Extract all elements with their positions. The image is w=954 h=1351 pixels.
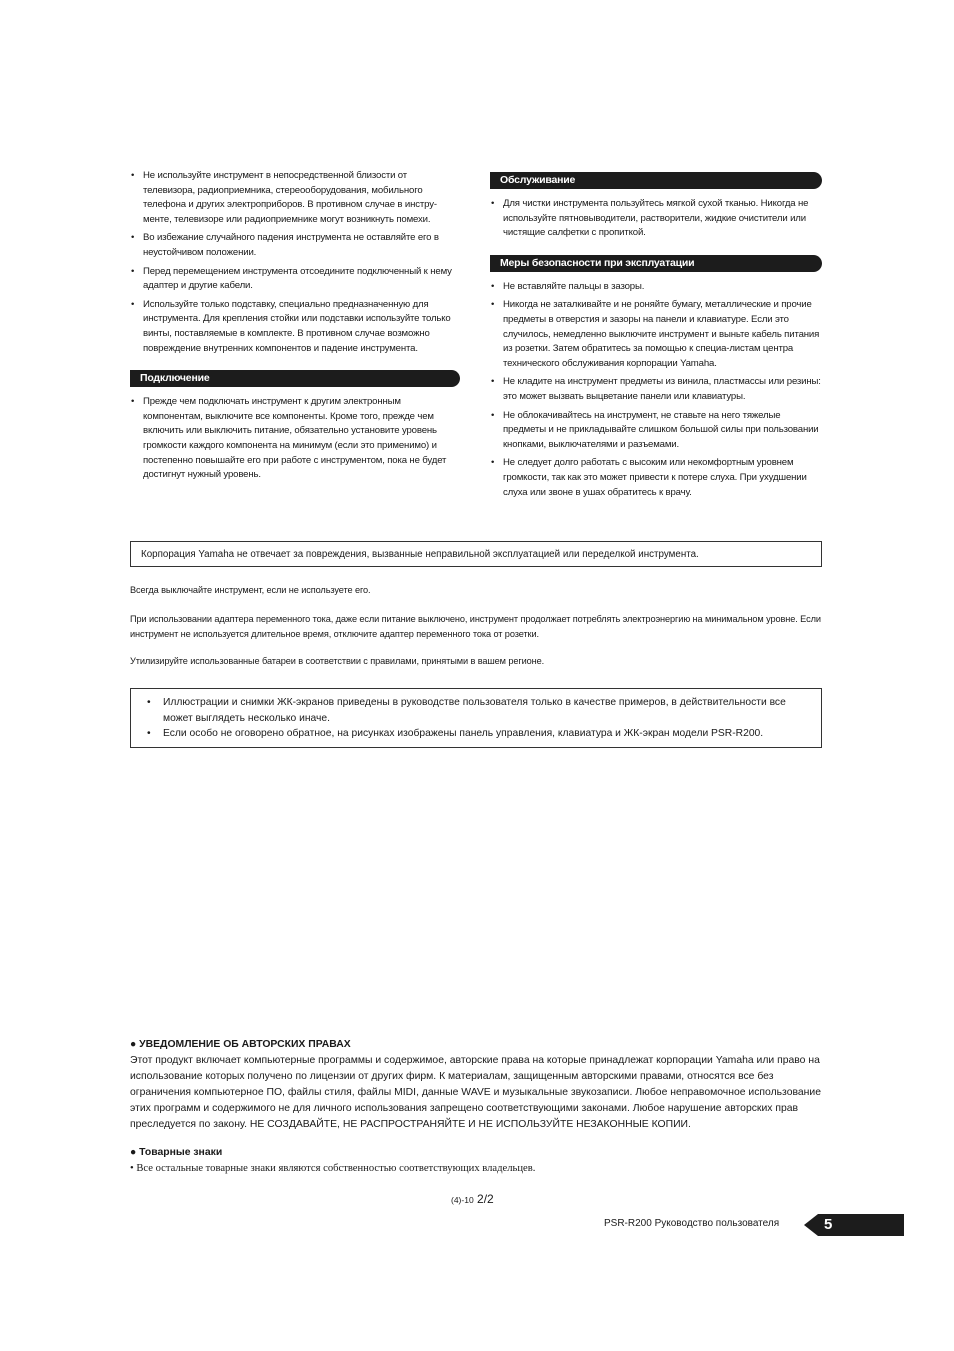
list-item: • Во избежание случайного падения инструмента не оставляйте его в неустойчивом положении. [130,231,460,260]
section-heading-connection: Подключение [130,370,460,387]
note-adapter: При использовании адаптера переменного тока, даже если питание выключено, инструмент продолжает потреблять электроэнергию на минимальном уровне. Если инструмент не используется длительное время, отключите адаптер переменного тока от розетки. [130,614,821,639]
list-item: • Для чистки инструмента пользуйтесь мягкой сухой тканью. Никогда не используйте пятновыводители, растворители, жидкие очистители или чистящие салфетки с пропиткой. [490,197,822,241]
list-item: • Никогда не заталкивайте и не роняйте бумагу, металлические и прочие предметы в отверстия и зазоры на панели и клавиатуре. Если это случилось, немедленно выключите инструмент и выньте кабель питания из розетки. Затем обратитесь за помощью к специа-листам центра технического обслуживания корпорации Yamaha. [490,298,822,371]
right-column [490,172,822,504]
connection-list [130,395,460,483]
note-batteries: Утилизируйте использованные батареи в соответствии с правилами, принятыми в вашем регионе. [130,656,545,666]
trademarks-heading: ● Товарные знаки [130,1147,223,1158]
note-power-off: Всегда выключайте инструмент, если не используете его. [130,585,371,595]
list-item: • Если особо не оговорено обратное, на рисунках изображены панель управления, клавиатура и ЖК-экран модели PSR-R200. [141,726,811,742]
safety-list [490,280,822,500]
list-item: • Перед перемещением инструмента отсоедините подключенный к нему адаптер и другие кабели. [130,265,460,294]
list-item: • Иллюстрации и снимки ЖК-экранов приведены в руководстве пользователя только в качестве примеров, в действительности все может выглядеть несколько иначе. [141,695,811,726]
left-column [130,169,460,487]
list-item: • Не вставляйте пальцы в зазоры. [490,280,822,295]
list-item: • Не облокачивайтесь на инструмент, не ставьте на него тяжелые предметы и не прикладывайте слишком большой силы при пользовании кнопками, выключателями и разъемами. [490,409,822,453]
liability-notice-box: Корпорация Yamaha не отвечает за повреждения, вызванные неправильной эксплуатацией или переделкой инструмента. [130,541,822,567]
page-code-small: (4)-10 [451,1195,474,1205]
section-heading-maintenance: Обслуживание [490,172,822,189]
left-safety-list [130,169,460,356]
copyright-heading: ● УВЕДОМЛЕНИЕ ОБ АВТОРСКИХ ПРАВАХ [130,1039,351,1050]
copyright-text: Этот продукт включает компьютерные программы и содержимое, авторские права на которые принадлежат корпорации Yamaha или право на использование которых получено по лицензии от других фирм. К материалам, защищенным авторскими правами, относятся все без ограничения компьютерное ПО, файлы стиля, файлы MIDI, данные WAVE и музыкальные звукозаписи. Любое неправомочное использование этих программ и содержимого не для личного использования запрещено соответствующими законами. Любое нарушение авторских прав преследуется по закону. НЕ СОЗДАВАЙТЕ, НЕ РАСПРОСТРАНЯЙТЕ И НЕ ИСПОЛЬЗУЙТЕ НЕЗАКОННЫЕ КОПИИ. [130,1055,821,1130]
list-item: • Не используйте инструмент в непосредственной близости от телевизора, радиоприемника, стереооборудования, мобильного телефона и других электроприборов. В противном случае в инстру-менте, телевизоре или радиоприемнике могут возникнуть помехи. [130,169,460,227]
page-code [451,1192,494,1206]
page-code-large: 2/2 [477,1192,494,1206]
illustrations-list [141,695,811,742]
copyright-section [130,1037,822,1177]
footer-label: PSR-R200 Руководство пользователя [604,1218,780,1229]
list-item: • Используйте только подставку, специально предназначенную для инструмента. Для крепления стойки или подставки используйте только винты, поставляемые в комплекте. В противном случае возможно повреждение внутренних компонентов и падение инструмента. [130,298,460,356]
list-item: • Не кладите на инструмент предметы из винила, пластмассы или резины: это может вызвать выцветание панели или клавиатуры. [490,375,822,404]
page-number: 5 [824,1216,833,1233]
footer-tab-shape [804,1214,904,1236]
list-item: • Прежде чем подключать инструмент к другим электронным компонентам, выключите все компоненты. Кроме того, прежде чем включить или выключить питание, обязательно установите уровень громкости каждого компонента на минимум (если это применимо) и постепенно повышайте его при работе с инструментом, пока не будет достигнут нужный уровень. [130,395,460,483]
maintenance-list [490,197,822,241]
section-heading-safety: Меры безопасности при эксплуатации [490,255,822,272]
list-item: • Не следует долго работать с высоким или некомфортным уровнем громкости, так как это может привести к потере слуха. При ухудшении слуха или звоне в ушах обратитесь к врачу. [490,456,822,500]
illustrations-notice-box [130,688,822,748]
footer-page-tab [804,1214,904,1236]
trademarks-item: • Все остальные товарные знаки являются собственностью соответствующих владельцев. [130,1163,536,1174]
